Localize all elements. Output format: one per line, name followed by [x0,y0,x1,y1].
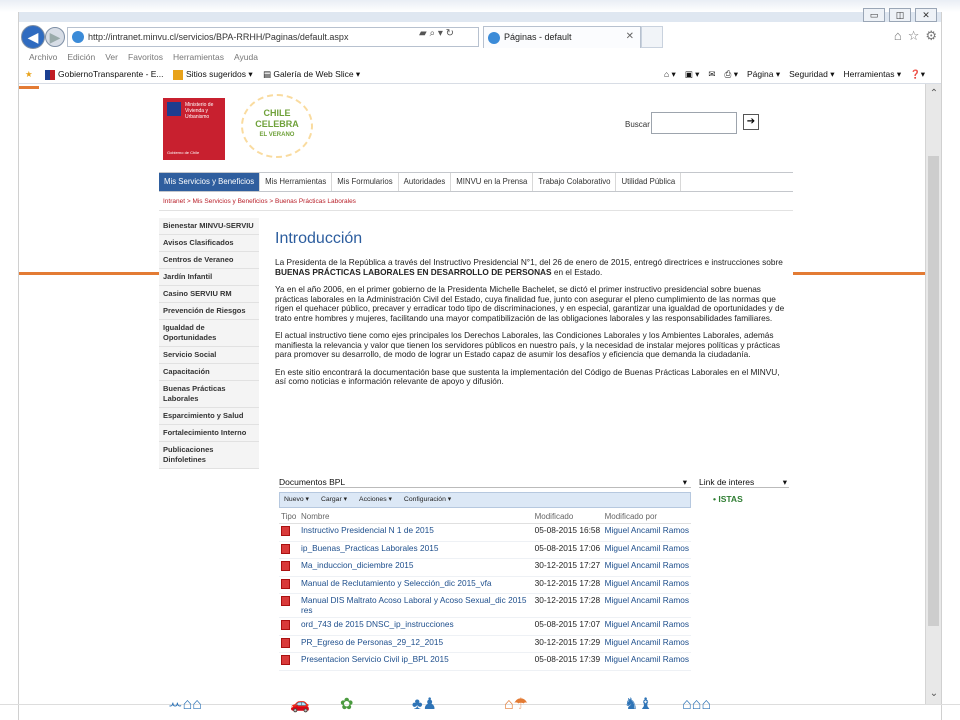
sun-rays-icon [241,94,313,158]
home-cmd-icon[interactable]: ⌂ ▾ [663,69,676,79]
scroll-down-icon[interactable]: ⌄ [929,688,939,699]
minimize-button[interactable]: ▭ [863,8,885,22]
table-row[interactable] [279,618,691,636]
table-row[interactable] [279,576,691,594]
address-row [19,24,941,50]
documents-toolbar [279,492,691,508]
menu-ayuda[interactable]: Ayuda [234,52,258,62]
left-navigation [159,218,259,469]
web-slice-icon: ▤ [263,69,274,79]
doc-modified-by[interactable]: Miguel Ancamil Ramos [603,541,691,559]
cyclist-icon: ♞♝ [624,696,653,713]
doc-name-link[interactable]: Ma_induccion_diciembre 2015 [299,559,533,577]
doc-modified: 30-12-2015 17:28 [533,576,603,594]
people-trees-icon: ꕀ⌂⌂ [168,696,202,713]
tab-mis-servicios[interactable]: Mis Servicios y Beneficios [159,173,260,191]
doc-name-link[interactable]: Manual DIS Maltrato Acoso Laboral y Acoso Sexual_dic 2015 res [299,594,533,618]
doc-name-link[interactable]: Instructivo Presidencial N 1 de 2015 [299,524,533,542]
doc-modified: 30-12-2015 17:29 [533,635,603,653]
doc-modified: 05-08-2015 17:06 [533,541,603,559]
breadcrumb-divider [159,210,793,211]
home-icon[interactable]: ⌂ [893,28,902,43]
doc-name-link[interactable]: ip_Buenas_Practicas Laborales 2015 [299,541,533,559]
main-content [275,230,785,395]
table-row[interactable] [279,541,691,559]
doc-modified-by[interactable]: Miguel Ancamil Ramos [603,524,691,542]
leftnav-item[interactable]: Servicio Social [159,347,259,364]
table-row[interactable] [279,653,691,671]
doc-modified: 05-08-2015 17:07 [533,618,603,636]
new-tab-button[interactable] [641,26,663,48]
print-icon[interactable]: ⎙ ▾ [724,69,738,79]
col-modificado-por[interactable]: Modificado por [603,510,691,524]
menu-favoritos[interactable]: Favoritos [128,52,163,62]
search-label: Buscar [625,120,650,129]
links-title[interactable]: Link de interes ▾ [699,477,787,487]
suggested-sites-icon [173,70,183,80]
breadcrumb[interactable]: Intranet > Mis Servicios y Beneficios > Buenas Prácticas Laborales [163,198,356,205]
tab-paginas-default[interactable] [483,26,641,48]
leftnav-item[interactable]: Capacitación [159,364,259,381]
cmd-pagina[interactable]: Página ▾ [746,69,781,79]
documents-title[interactable]: Documentos BPL ▾ [279,476,691,488]
favorites-add-icon: ★ [25,69,33,79]
forward-button[interactable]: ▶ [45,27,65,47]
chile-celebra-logo: CHILE CELEBRA EL VERANO [241,94,313,158]
links-webpart [699,476,789,504]
links-menu-icon[interactable]: ▾ [782,477,787,487]
address-tools [419,28,454,39]
minvu-logo[interactable]: Ministerio de Vivienda y Urbanismo Gobierno de Chile [163,98,225,160]
cmd-seguridad[interactable]: Seguridad ▾ [789,69,835,79]
table-header-row [279,510,691,524]
tab-ie-icon [488,32,500,44]
flag-icon [45,70,55,80]
leftnav-item[interactable]: Esparcimiento y Salud [159,408,259,425]
help-icon[interactable]: ❓▾ [910,69,925,79]
family-icon: ♣♟ [412,696,437,713]
doc-modified-by[interactable]: Miguel Ancamil Ramos [603,594,691,618]
leftnav-item[interactable]: Buenas Prácticas Laborales [159,381,259,408]
webpart-menu-icon[interactable]: ▾ [682,477,687,487]
intranet-page [159,84,793,704]
pdf-file-icon [279,653,299,671]
tab-utilidad-publica[interactable]: Utilidad Pública [616,173,681,191]
top-navigation [159,172,793,192]
doc-modified-by[interactable]: Miguel Ancamil Ramos [603,559,691,577]
favorites-bar [19,64,941,84]
title-bar [19,12,941,22]
doc-modified-by[interactable]: Miguel Ancamil Ramos [603,576,691,594]
fav-galeria-web-slice[interactable]: ▤ Galería de Web Slice ▾ [263,69,361,79]
favorites-star-icon[interactable]: ☆ [907,28,920,43]
playground-icon: ⌂☂ [504,696,529,713]
bottom-illustration [0,690,960,720]
feeds-icon[interactable]: ▣ ▾ [684,69,700,79]
slide-orange-line [19,86,39,89]
doc-modified: 05-08-2015 16:58 [533,524,603,542]
doc-modified-by[interactable]: Miguel Ancamil Ramos [603,653,691,671]
tab-close-icon[interactable]: ✕ [625,31,634,42]
pdf-file-icon [279,541,299,559]
col-tipo[interactable]: Tipo [279,510,299,524]
pdf-file-icon [279,559,299,577]
paragraph-4: En este sitio encontrará la documentación base que sustenta la implementación del Código de Buenas Prácticas Laborales en el MINVU, así como noticias e información relevante de apoyo y difusión. [275,366,780,386]
leftnav-item[interactable]: Publicaciones Dinfoletines [159,442,259,469]
scroll-thumb[interactable] [928,156,939,626]
page-header [159,84,793,172]
command-bar [664,64,925,84]
menu-edicion[interactable]: Edición [67,52,96,62]
slide-orange-line-right [793,272,927,275]
toolbar-nuevo[interactable]: Nuevo ▾ [284,496,309,503]
menu-archivo[interactable]: Archivo [29,52,58,62]
doc-modified-by[interactable]: Miguel Ancamil Ramos [603,635,691,653]
tab-minvu-prensa[interactable]: MINVU en la Prensa [451,173,533,191]
table-row[interactable] [279,559,691,577]
cmd-herramientas[interactable]: Herramientas ▾ [843,69,902,79]
doc-name-link[interactable]: ord_743 de 2015 DNSC_ip_instrucciones [299,618,533,636]
link-istas[interactable]: • ISTAS [713,494,743,504]
tab-label: Páginas - default [504,32,572,42]
tab-mis-herramientas[interactable]: Mis Herramientas [260,173,332,191]
col-modificado[interactable]: Modificado [533,510,603,524]
tab-mis-formularios[interactable]: Mis Formularios [332,173,398,191]
documents-table [279,510,691,671]
doc-modified: 30-12-2015 17:27 [533,559,603,577]
menu-herramientas[interactable]: Herramientas [172,52,224,62]
leftnav-item[interactable]: Bienestar MINVU-SERVIU [159,218,259,235]
pdf-file-icon [279,594,299,618]
refresh-icon[interactable]: ↻ [445,28,455,39]
scroll-up-icon[interactable]: ⌃ [929,88,939,99]
doc-modified-by[interactable]: Miguel Ancamil Ramos [603,618,691,636]
pdf-file-icon [279,576,299,594]
toolbar-acciones[interactable]: Acciones ▾ [359,496,392,503]
pdf-file-icon [279,524,299,542]
search-dropdown-icon[interactable]: ⌕ ▾ [429,28,446,39]
search-input[interactable] [651,112,737,134]
page-viewport [19,84,927,704]
address-bar[interactable] [67,27,479,47]
toolbar-cargar[interactable]: Cargar ▾ [320,496,348,503]
restore-button[interactable]: ◫ [889,8,911,22]
tab-autoridades[interactable]: Autoridades [399,173,452,191]
leftnav-item[interactable]: Centros de Veraneo [159,252,259,269]
slide-top-strip [0,0,960,12]
pdf-file-icon [279,618,299,636]
houses-icon: ⌂⌂⌂ [682,696,711,713]
compat-icon[interactable]: ▰ [419,28,427,39]
leftnav-item[interactable]: Fortalecimiento Interno [159,425,259,442]
paragraph-2: Ya en el año 2006, en el primer gobierno de la Presidenta Michelle Bachelet, se dictó el primer instructivo presidencial sobre buenas prácticas laborales en la Administración Civil del Estado, cuya finalidad fue, junto con asegurar el pleno cumplimiento de las normas que rigen el quehacer público, precaver y erradicar todo tipo de discriminaciones, y en especial, garantizar una igualdad de oportunidades y de trato entre hombres y mujeres, facilitando una mayor compatibilización de las obligaciones laborales y las responsabilidades familiares. [275,284,785,323]
doc-name-link[interactable]: Presentacion Servicio Civil ip_BPL 2015 [299,653,533,671]
slide-orange-line-left [19,272,159,275]
doc-modified: 30-12-2015 17:28 [533,594,603,618]
paragraph-3: El actual instructivo tiene como ejes principales los Derechos Laborales, las Condiciones Laborales y los Ambientes Laborales, además manifiesta la relevancia y valor que tienen los servidores públicos en nuestro país, y la necesidad de instalar mejores políticas y prácticas para promover su desarrollo, de modo de lograr un Estado capaz de asumir los desafíos y eficiencia que demanda la ciudadanía. [275,330,780,359]
search-go-icon[interactable]: ➔ [743,114,759,130]
doc-modified: 05-08-2015 17:39 [533,653,603,671]
leftnav-item[interactable]: Prevención de Riesgos [159,303,259,320]
toolbar-configuracion[interactable]: Configuración ▾ [403,496,452,503]
browser-right-icons [894,28,937,44]
chile-shield-icon [167,102,181,116]
fav-gobierno-transparente[interactable]: GobiernoTransparente - E... [45,64,164,84]
menu-bar [19,50,941,64]
doc-name-link[interactable]: Manual de Reclutamiento y Selección_dic 2015_vfa [299,576,533,594]
mail-icon[interactable]: ✉ [708,69,716,79]
documents-webpart [279,476,691,671]
page-title: Introducción [275,230,363,247]
favorites-star-item[interactable] [25,64,33,84]
table-row[interactable] [279,594,691,618]
car-icon: 🚗 [290,696,310,713]
ie-page-icon [72,31,84,43]
close-window-button[interactable]: ✕ [915,8,937,22]
table-row[interactable] [279,524,691,542]
leftnav-item[interactable]: Casino SERVIU RM [159,286,259,303]
documents-rows [279,524,691,671]
settings-gear-icon[interactable]: ⚙ [925,28,937,43]
back-button[interactable]: ◀ [21,25,45,49]
paragraph-1: La Presidenta de la República a través del Instructivo Presidencial N°1, del 26 de enero de 2015, entregó directrices e instrucciones sobre BUENAS PRÁCTICAS LABORALES EN DESARROLLO DE PERSONAS en el Estado. [275,257,783,277]
browser-window [18,12,942,720]
col-nombre[interactable]: Nombre [299,510,533,524]
menu-ver[interactable]: Ver [105,52,118,62]
address-url: http://intranet.minvu.cl/servicios/BPA-RRHH/Paginas/default.aspx [88,32,349,42]
tab-trabajo-colaborativo[interactable]: Trabajo Colaborativo [533,173,616,191]
doc-name-link[interactable]: PR_Egreso de Personas_29_12_2015 [299,635,533,653]
leftnav-item[interactable]: Avisos Clasificados [159,235,259,252]
plant-icon: ✿ [340,696,354,713]
leftnav-item[interactable]: Jardín Infantil [159,269,259,286]
leftnav-item[interactable]: Igualdad de Oportunidades [159,320,259,347]
table-row[interactable] [279,635,691,653]
pdf-file-icon [279,635,299,653]
fav-sitios-sugeridos[interactable]: Sitios sugeridos ▾ [173,64,253,84]
vertical-scrollbar[interactable] [925,84,941,704]
window-controls [863,8,937,22]
